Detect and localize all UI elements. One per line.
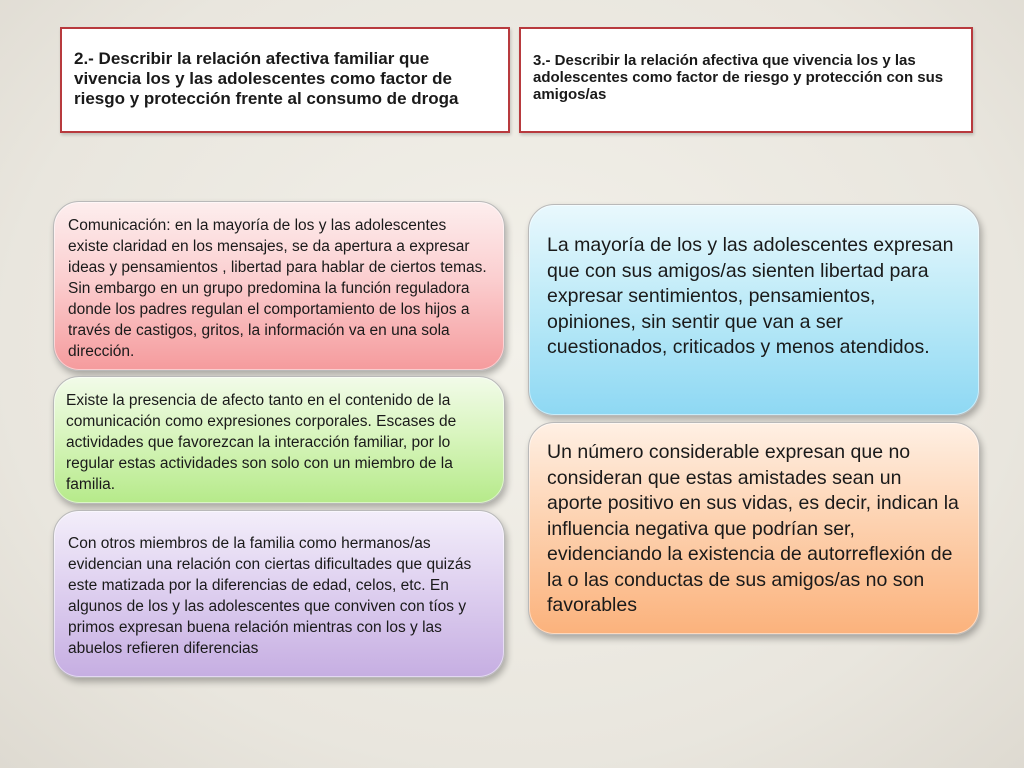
affection-card [53,376,505,504]
friends-negative-influence-text: Un número considerable expresan que no consideran que estas amistades sean un aporte positivo en sus vidas, es decir, indican la influencia negativa que podrían ser, evidenciando la existencia de autorreflexión de la o las conductas de sus amigos/as no son favorables [547,441,959,616]
communication-card [53,201,505,371]
objective-2-text: 2.- Describir la relación afectiva familiar que vivencia los y las adolescentes como factor de riesgo y protección frente al consumo de droga [74,49,459,108]
objective-3-text: 3.- Describir la relación afectiva que vivencia los y las adolescentes como factor de riesgo y protección con sus amigos/as [533,52,944,103]
friends-freedom-card [528,204,980,416]
friends-freedom-text: La mayoría de los y las adolescentes expresan que con sus amigos/as sienten libertad para expresar sentimientos, pensamientos, opiniones, sin sentir que van a ser cuestionados, criticados y menos atendidos. [547,234,954,358]
affection-text: Existe la presencia de afecto tanto en el contenido de la comunicación como expresiones corporales. Escases de actividades que favorezcan la interacción familiar, por lo regular estas actividades son solo con un miembro de la familia. [66,392,457,493]
family-members-text: Con otros miembros de la familia como hermanos/as evidencian una relación con ciertas dificultades que quizás este matizada por la diferencias de edad, celos, etc. En algunos de los y las adolescentes que conviven con tíos y primos expresan buena relación mientras con los y las abuelos refieren diferencias [68,535,472,657]
family-members-card [53,510,505,678]
communication-text: Comunicación: en la mayoría de los y las adolescentes existe claridad en los mensajes, se da apertura a expresar ideas y pensamientos , libertad para hablar de ciertos temas. Sin embargo en un grupo predomina la función reguladora donde los padres regulan el comportamiento de los hijos a través de castigos, gritos, la información va en una sola dirección. [68,217,487,360]
friends-negative-influence-card [528,422,980,635]
objective-2-header [60,27,510,133]
objective-3-header [519,27,973,133]
